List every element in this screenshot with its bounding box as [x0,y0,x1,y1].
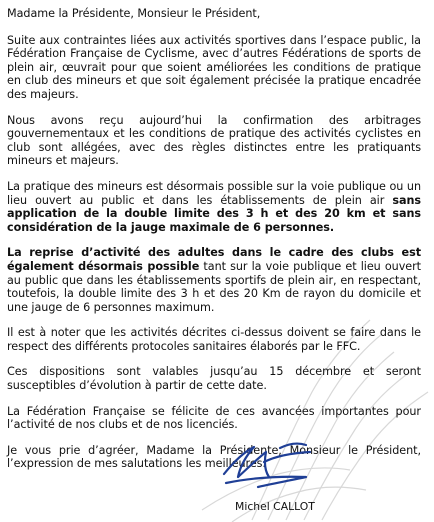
paragraph-adults-plain: tant sur la voie publique et lieu ouvert au public que dans les établissements sportifs de plein air, en respectant, toutefois, la double limite des 3 h et des 20 Km de rayon du domicile et une jauge de 6 personnes maximum. [7,259,422,314]
paragraph-minors [7,180,421,234]
paragraph-context: Suite aux contraintes liées aux activités sportives dans l’espace public, la Fédération Française de Cyclisme, avec d’autres Fédérations de sports de plein air, œuvrait pour que soient améliorées les conditions de pratique en club des mineurs et que soit également précisée la pratique encadrée des majeurs. [7,33,421,101]
salutation: Madame la Présidente, Monsieur le Président, [7,7,261,20]
signer-name: Michel CALLOT [235,500,315,513]
paragraph-adults-bold: La reprise d’activité des adultes dans le cadre des clubs est également désormais possible [7,246,421,273]
handwritten-signature [218,438,328,494]
paragraph-adults [7,246,421,314]
paragraph-validity: Ces dispositions sont valables jusqu’au 15 décembre et seront susceptibles d’évolution à partir de cette date. [7,365,421,393]
paragraph-confirmation: Nous avons reçu aujourd’hui la confirmation des arbitrages gouvernementaux et les conditions de pratique des activités cyclistes en club sont allégées, avec des règles distinctes entre les pratiquants mineurs et majeurs. [7,113,421,168]
paragraph-minors-plain: La pratique des mineurs est désormais possible sur la voie publique ou un lieu ouvert au public et dans les établissements de plein air [7,179,421,207]
letter-body [7,7,421,483]
paragraph-protocols: Il est à noter que les activités décrites ci-dessus doivent se faire dans le respect des différents protocoles sanitaires élaborés par le FFC. [7,326,421,353]
paragraph-minors-bold: sans application de la double limite des 3 h et des 20 km et sans considération de la jauge maximale de 6 personnes. [7,193,421,234]
closing-formula: Je vous prie d’agréer, Madame la Présidente, Monsieur le Président, l’expression de mes salutations les meilleures. [7,443,421,471]
paragraph-federation: La Fédération Française se félicite de ces avancées importantes pour l’activité de nos clubs et de nos licenciés. [7,404,421,432]
